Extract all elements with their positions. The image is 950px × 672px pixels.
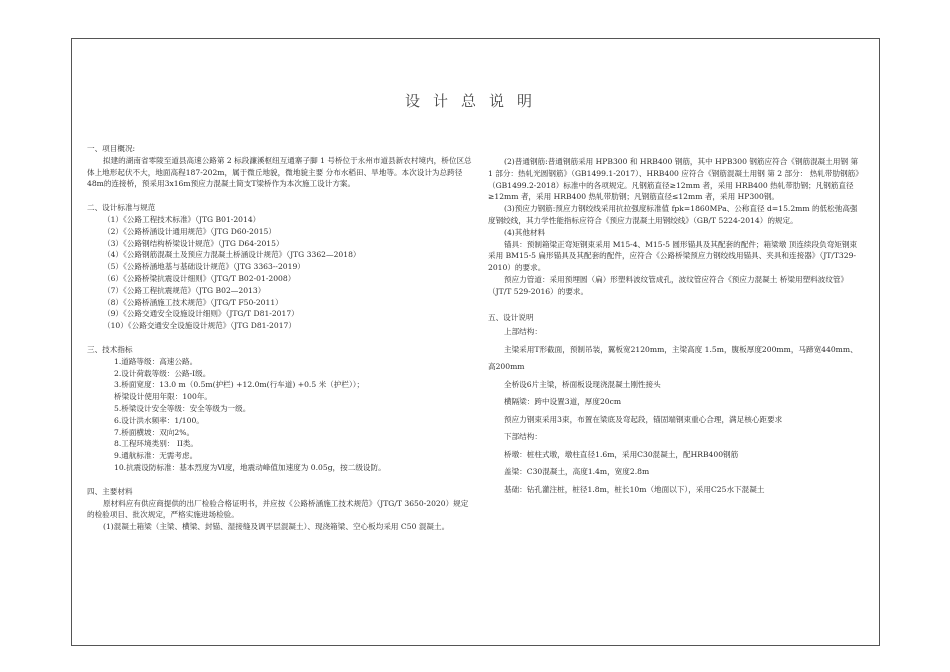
materials-rebar: (2)普通钢筋:普通钢筋采用 HPB300 和 HRB400 钢筋，其中 HPB300 钢筋应符合《钢筋混凝土用钢 第 1 部分：热轧光圆钢筋》（GB1499.1-2017）、HRB400 应符合《钢筋混凝土用钢 第 2 部分： 热轧带肋钢筋》（GB1499.2-2018）标准中的各项规定。凡钢筋直径≥12mm 者，采用 HRB400 热轧带肋钢；凡钢筋直径≥12mm 者，采用 HRB400 热轧带肋钢；凡钢筋直径≤12mm 者，采用 HP300钢。 [488,157,860,202]
upper-structure-heading: 上部结构： [504,327,542,337]
standard-item: （10）《公路交通安全设施设计规范》（JTG D81-2017） [103,321,296,331]
standard-item: （6）《公路桥梁抗震设计细则》（JTG/T B02-01-2008） [103,273,296,283]
indicator-item: 9.通航标准：无需考虑。 [114,451,198,461]
standard-item: （1）《公路工程技术标准》（JTG B01-2014） [103,214,261,224]
materials-text: 原材料应有供应商提供的出厂检验合格证明书，并应按《公路桥涵施工技术规范》（JTG/T 3650-2020）规定的检验项目、批次规定，严格实施进场检验。 [87,498,469,520]
lower-structure-item: 盖梁：C30混凝土，高度1.4m，宽度2.8m [504,467,650,477]
right-column [488,156,860,498]
indicator-item: 8.工程环境类别： II类。 [114,439,199,449]
upper-structure-item: 预应力钢束采用3束，布置在梁底及弯起段，锚固端钢束重心合理，满足核心距要求 [504,414,783,424]
section-heading-standards: 二、设计标准与规范 [87,203,156,213]
indicator-item: 2.设计荷载等级：公路-Ⅰ级。 [114,368,211,378]
materials-other-heading: (4)其他材料 [504,227,546,237]
section-heading-overview: 一、项目概况: [87,144,136,153]
indicator-item: 5.桥梁设计安全等级：安全等级为一级。 [114,403,251,413]
section-heading-design: 五、设计说明 [488,312,534,322]
indicator-item: 1.道路等级：高速公路。 [114,356,198,366]
lower-structure-item: 基础：钻孔灌注桩，桩径1.8m，桩长10m（地面以下），采用C25水下混凝土 [504,484,765,494]
standard-item: （3）《公路钢结构桥梁设计规范》（JTG D64-2015） [103,238,284,248]
indicator-item: 3.桥面宽度：13.0 m（0.5m(护栏) +12.0m(行车道) +0.5 米（护栏））； [114,380,365,390]
standard-item: （4）《公路钢筋混凝土及预应力混凝土桥涵设计规范》（JTG 3362—2018） [103,250,361,260]
materials-concrete: (1)混凝土箱梁（主梁、横梁、封锚、湿接缝及调平层混凝土）、现浇箱梁、空心板均采用 C50 混凝土。 [103,522,450,532]
indicator-item: 桥梁设计使用年限：100年。 [114,392,213,402]
section-heading-indicators: 三、技术指标 [87,344,133,354]
indicator-item: 7.桥面横坡：双向2%。 [114,427,195,437]
left-column [87,143,472,533]
standard-item: （7）《公路工程抗震规范》（JTG B02—2013） [103,285,266,295]
standard-item: （8）《公路桥涵施工技术规范》（JTG/T F50-2011） [103,297,283,307]
upper-structure-item: 主梁采用T形截面，预制吊装，翼板宽2120mm，主梁高度 1.5m，腹板厚度200mm，马蹄宽440mm、高200mm [488,344,858,372]
lower-structure-item: 桥墩：桩柱式墩，墩柱直径1.6m，采用C30混凝土，配HRB400钢筋 [504,449,739,459]
page-title: 设计总说明 [404,92,545,110]
upper-structure-item: 横隔梁：跨中设置3道，厚度20cm [504,397,622,407]
indicator-item: 10.抗震设防标准：基本烈度为Ⅵ度，地震动峰值加速度为 0.05g，按二级设防。 [114,462,386,472]
standard-item: （9）《公路交通安全设施设计细则》（JTG/T D81-2017） [103,309,299,319]
materials-duct: 预应力管道：采用预埋圆（扁）形塑料波纹管成孔，波纹管应符合《预应力混凝土 桥梁用塑料波纹管》（JT/T 529-2016）的要求。 [488,274,849,296]
standard-item: （2）《公路桥涵设计通用规范》（JTG D60-2015） [103,226,276,236]
overview-text: 拟建的湖南省零陵至道县高速公路第 2 标段濂溪枢纽互通寨子脚 1 号桥位于永州市道县新农村境内，桥位区总体上地形起伏不大，地面高程187-202m，属于微丘地貌，微地貌主要 分布水稻田、旱地等。本次设计为总跨径48m的连接桥，预采用3x16m预应力混凝土简支T梁桥作为本次施工设计方案。 [87,155,472,189]
materials-prestress: (3)预应力钢筋:预应力钢绞线采用抗拉强度标准值 fpk=1860MPa、公称直径 d=15.2mm 的低松弛高强度钢绞线，其力学性能指标应符合《预应力混凝土用钢绞线》（GB/T 5224-2014）的规定。 [488,204,858,225]
lower-structure-heading: 下部结构： [504,432,542,442]
section-heading-materials: 四、主要材料 [87,486,133,496]
materials-anchorage: 锚具：预制箱梁正弯矩钢束采用 M15-4、M15-5 圆形锚具及其配套的配件；箱梁墩 顶连续段负弯矩钢束采用 BM15-5 扁形锚具及其配套的配件，应符合《公路桥梁预应力钢绞线用锚具、夹具和连接器》（JT/T329-2010）的要求。 [488,239,858,273]
standard-item: （5）《公路桥涵地基与基础设计规范》（JTG 3363--2019） [103,262,305,272]
upper-structure-item: 全桥设6片主梁，桥面板设现浇混凝土刚性接头 [504,379,661,389]
indicator-item: 6.设计洪水频率：1/100。 [114,415,204,425]
